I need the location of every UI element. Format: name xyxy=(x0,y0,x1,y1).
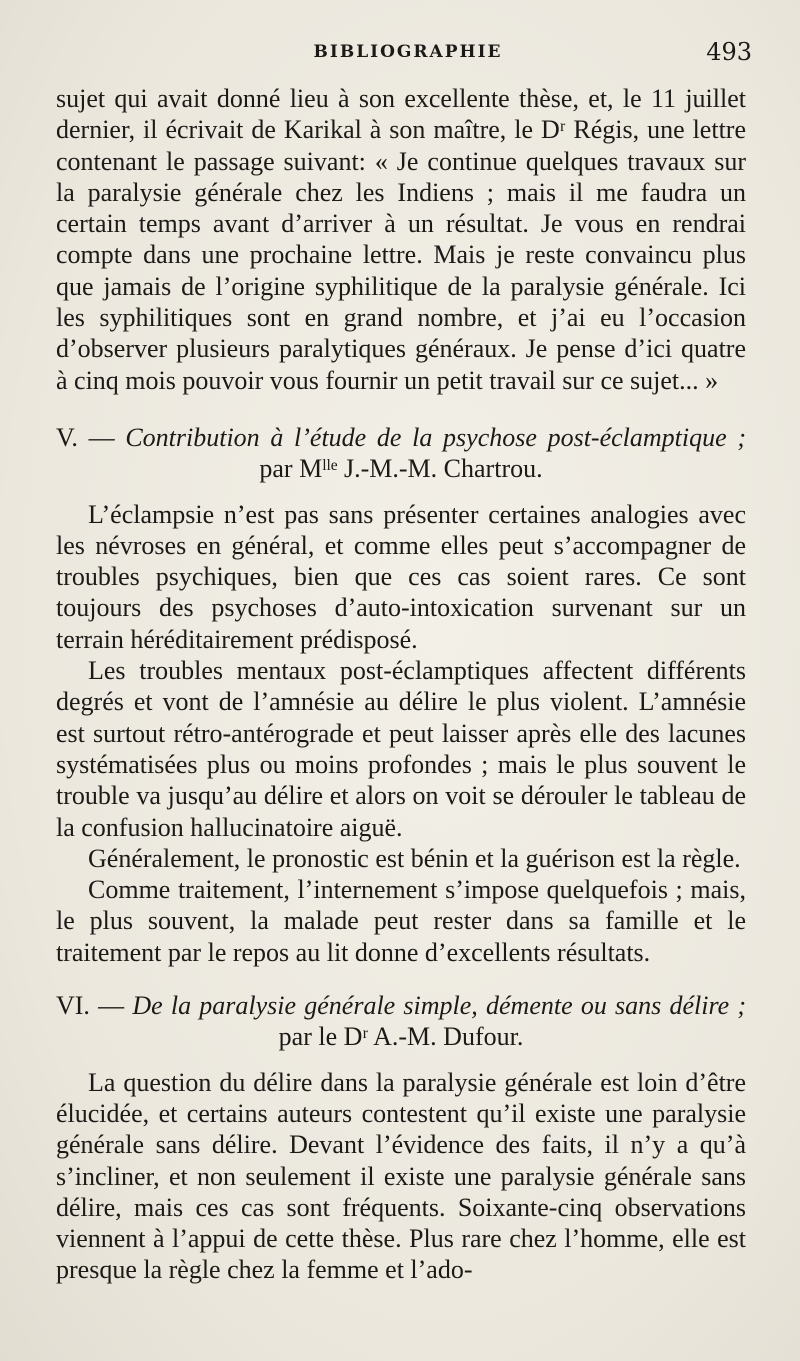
section-vi-title: De la paralysie générale simple, démente ou sans délire ; xyxy=(132,991,747,1021)
section-v-title: Contribution à l’étude de la psychose post-éclamptique ; xyxy=(125,422,746,452)
section-vi-title-line xyxy=(56,990,746,1021)
section-v-author: par Mˡˡᵉ J.-M.-M. Chartrou. xyxy=(259,454,543,484)
section-vi-author: par le Dʳ A.-M. Dufour. xyxy=(278,1022,524,1052)
section-v-paragraph: L’éclampsie n’est pas sans présenter certaines analogies avec les névroses en général, et comme elles peut s’accompagner de troubles psychiques, bien que ces cas soient rares. Ce sont toujours des psychoses d’auto-intoxication survenant sur un terrain héréditairement prédisposé. xyxy=(56,499,746,654)
section-vi-numeral: VI. — xyxy=(56,991,125,1021)
section-vi-paragraph: La question du délire dans la paralysie générale est loin d’être élucidée, et certains auteurs contestent qu’il existe une paralysie générale sans délire. Devant l’évidence des faits, il n’y a qu’à s’incliner, et non seulement il existe une paralysie générale sans délire, mais ces cas sont fréquents. Soixante-cinq observations viennent à l’appui de cette thèse. Plus rare chez l’homme, elle est presque la règle chez la femme et l’ado- xyxy=(56,1067,746,1285)
body-text xyxy=(56,83,746,1286)
section-heading-v xyxy=(56,422,746,485)
section-v-title-line xyxy=(56,422,746,453)
section-v-paragraph: Comme traitement, l’internement s’impose quelquefois ; mais, le plus souvent, la malade peut rester dans sa famille et le traitement par le repos au lit donne d’excellents résultats. xyxy=(56,875,746,967)
running-head xyxy=(56,38,760,72)
section-v-paragraph: Généralement, le pronostic est bénin et la guérison est la règle. xyxy=(88,843,741,873)
section-v-paragraph: Les troubles mentaux post-éclamptiques affectent différents degrés et vont de l’amnésie au délire le plus violent. L’amnésie est surtout rétro-antérograde et peut laisser après elle des lacunes systématisées plus ou moins profondes ; mais le plus souvent le trouble va jusqu’au délire et alors on voit se dérouler le tableau de la confusion hallucinatoire aiguë. xyxy=(56,656,746,842)
paragraph-continued: sujet qui avait donné lieu à son excellente thèse, et, le 11 juillet dernier, il écrivait de Karikal à son maître, le Dʳ Régis, une lettre contenant le passage suivant: « Je continue quelques travaux sur la paralysie générale chez les Indiens ; mais il me faudra un certain temps avant d’arriver à un résultat. Je vous en rendrai compte dans une prochaine lettre. Mais je reste convaincu plus que jamais de l’origine syphilitique de la paralysie générale. Ici les syphilitiques sont en grand nombre, et j’ai eu l’occasion d’observer plusieurs paralytiques généraux. Je pense d’ici quatre à cinq mois pouvoir vous fournir un petit travail sur ce sujet... » xyxy=(56,84,746,395)
section-heading-vi xyxy=(56,990,746,1053)
section-v-numeral: V. — xyxy=(56,422,115,452)
page-number: 493 xyxy=(706,38,752,66)
running-title: BIBLIOGRAPHIE xyxy=(313,42,503,62)
